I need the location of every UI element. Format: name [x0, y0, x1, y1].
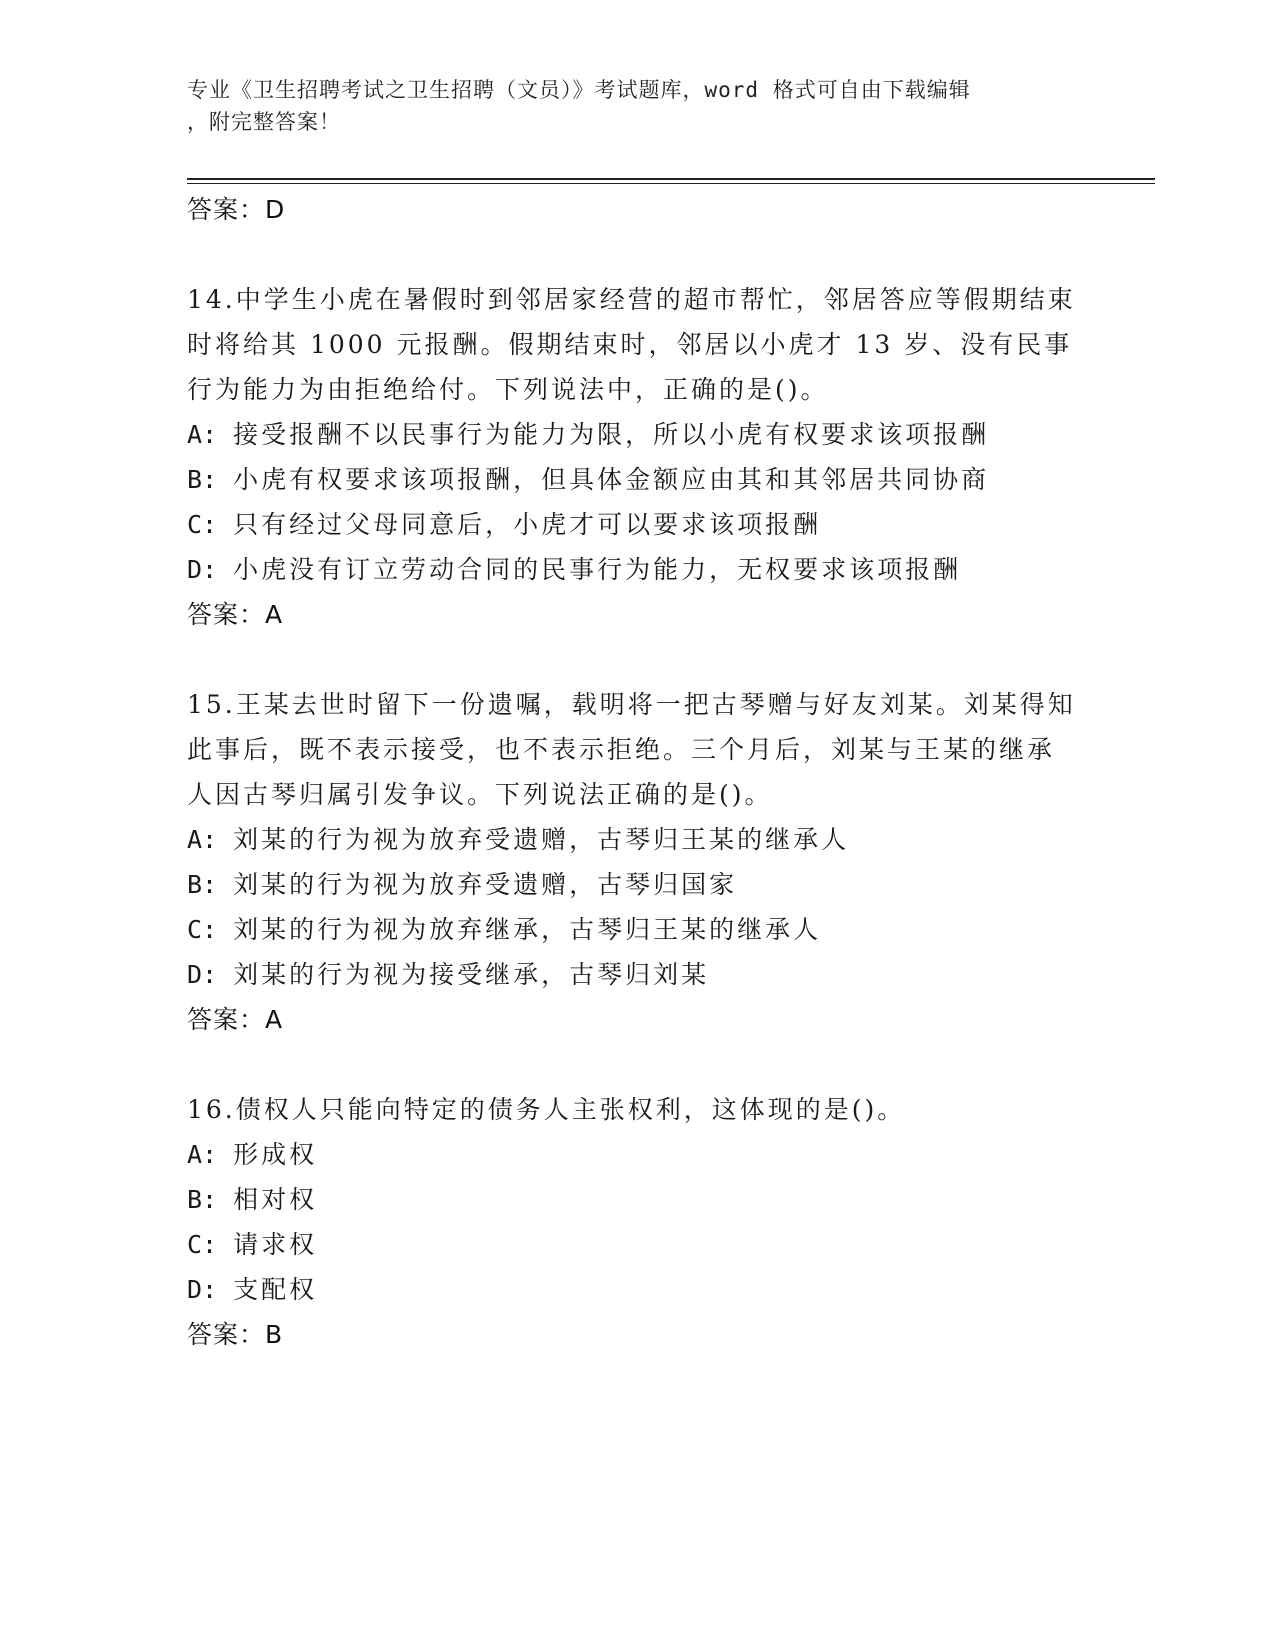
option-key: B:	[187, 870, 218, 899]
option-key: C:	[187, 915, 218, 944]
header-line-1: 专业《卫生招聘考试之卫生招聘（文员）》考试题库，word 格式可自由下载编辑	[187, 78, 971, 102]
option-key: D:	[187, 555, 218, 584]
option-text: 小虎没有订立劳动合同的民事行为能力，无权要求该项报酬	[233, 555, 962, 584]
option-a	[187, 817, 1087, 862]
option-key: A:	[187, 825, 218, 854]
previous-answer: 答案：D	[187, 195, 286, 224]
option-text: 刘某的行为视为放弃受遗赠，古琴归国家	[233, 870, 738, 899]
answer-line: 答案：B	[187, 1320, 284, 1349]
option-text: 刘某的行为视为放弃继承，古琴归王某的继承人	[233, 915, 822, 944]
option-key: D:	[187, 960, 218, 989]
option-text: 支配权	[233, 1275, 318, 1304]
header-divider-thick	[187, 178, 1155, 180]
question-15	[187, 682, 1087, 1043]
document-header	[187, 74, 1067, 138]
question-stem: 15.王某去世时留下一份遗嘱，载明将一把古琴赠与好友刘某。刘某得知此事后，既不表示接受，也不表示拒绝。三个月后，刘某与王某的继承人因古琴归属引发争议。下列说法正确的是()。	[187, 690, 1076, 809]
option-d	[187, 547, 1087, 592]
option-key: B:	[187, 1185, 218, 1214]
option-text: 请求权	[233, 1230, 318, 1259]
option-c	[187, 907, 1087, 952]
question-16	[187, 1087, 1087, 1358]
answer-line: 答案：A	[187, 1005, 284, 1034]
option-b	[187, 862, 1087, 907]
option-b	[187, 457, 1087, 502]
option-key: C:	[187, 1230, 218, 1259]
question-stem: 14.中学生小虎在暑假时到邻居家经营的超市帮忙，邻居答应等假期结束时将给其 1000 元报酬。假期结束时，邻居以小虎才 13 岁、没有民事行为能力为由拒绝给付。下列说法中，正确的是()。	[187, 285, 1076, 404]
option-d	[187, 1267, 1087, 1312]
option-c	[187, 1222, 1087, 1267]
option-d	[187, 952, 1087, 997]
option-c	[187, 502, 1087, 547]
option-text: 相对权	[233, 1185, 318, 1214]
question-14	[187, 277, 1087, 638]
answer-line: 答案：A	[187, 600, 284, 629]
option-key: A:	[187, 420, 218, 449]
option-a	[187, 1132, 1087, 1177]
question-stem: 16.债权人只能向特定的债务人主张权利，这体现的是()。	[187, 1095, 906, 1124]
option-a	[187, 412, 1087, 457]
option-text: 刘某的行为视为接受继承，古琴归刘某	[233, 960, 710, 989]
option-text: 形成权	[233, 1140, 318, 1169]
option-text: 接受报酬不以民事行为能力为限，所以小虎有权要求该项报酬	[233, 420, 990, 449]
option-key: A:	[187, 1140, 218, 1169]
option-key: D:	[187, 1275, 218, 1304]
question-list	[187, 187, 1087, 1358]
option-key: C:	[187, 510, 218, 539]
header-divider-thin	[187, 183, 1155, 184]
option-text: 刘某的行为视为放弃受遗赠，古琴归王某的继承人	[233, 825, 850, 854]
option-text: 只有经过父母同意后，小虎才可以要求该项报酬	[233, 510, 822, 539]
option-text: 小虎有权要求该项报酬，但具体金额应由其和其邻居共同协商	[233, 465, 990, 494]
option-key: B:	[187, 465, 218, 494]
option-b	[187, 1177, 1087, 1222]
header-line-2: ，附完整答案！	[187, 110, 341, 134]
